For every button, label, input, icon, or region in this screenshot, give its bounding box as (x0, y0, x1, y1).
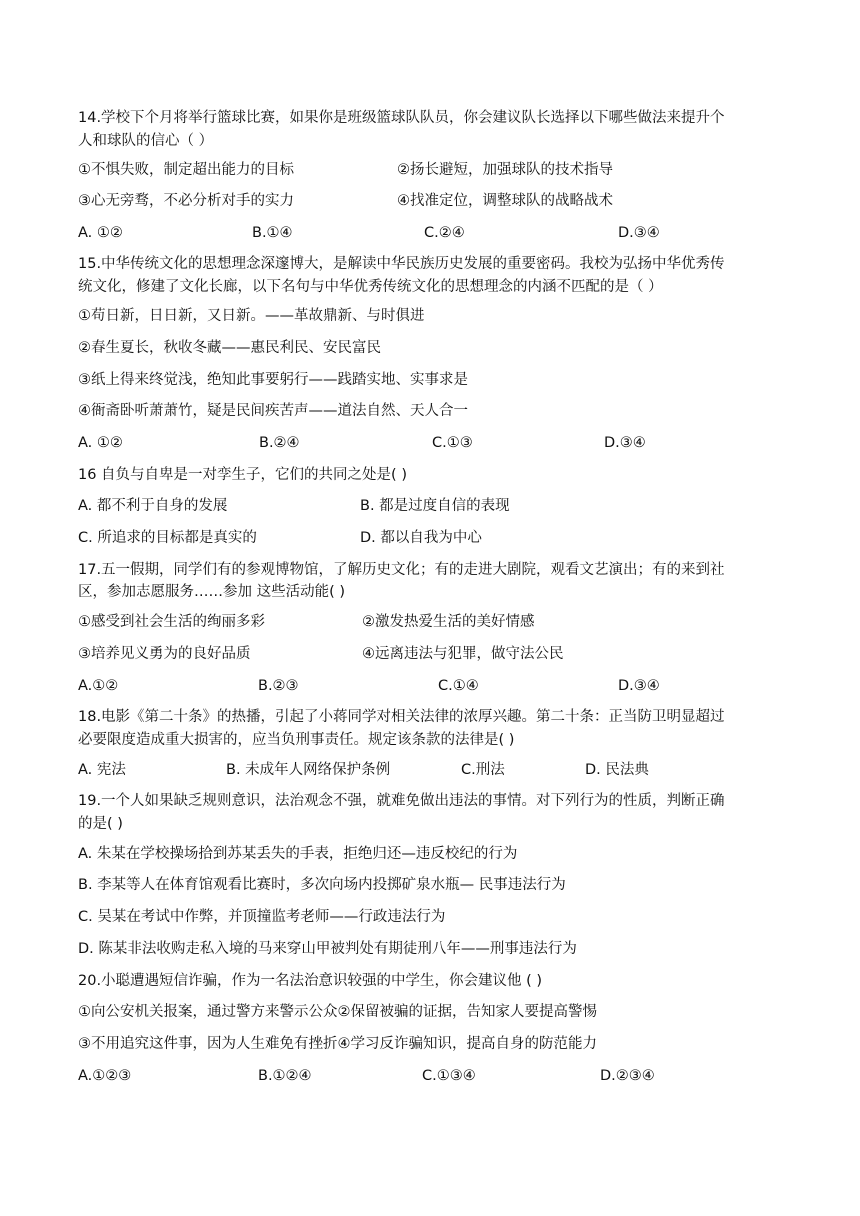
q18-stem-line-2: 必要限度造成重大损害的，应当负刑事责任。规定该条款的法律是( ) (78, 732, 515, 748)
q14-statement-4: ④找准定位，调整球队的战略战术 (397, 193, 613, 209)
q17-option-c: C.①④ (438, 678, 479, 694)
q15-option-b: B.②④ (259, 435, 300, 451)
q16-option-a: A. 都不利于自身的发展 (78, 498, 228, 514)
q19-option-d: D. 陈某非法收购走私入境的马来穿山甲被判处有期徒刑八年——刑事违法行为 (78, 941, 577, 957)
q20-option-d: D.②③④ (600, 1068, 655, 1084)
q14-option-b: B.①④ (252, 225, 293, 241)
q19-option-c: C. 吴某在考试中作弊，并顶撞监考老师——行政违法行为 (78, 909, 446, 925)
q20-statements-3-4: ③不用追究这件事，因为人生难免有挫折④学习反诈骗知识，提高自身的防范能力 (78, 1036, 597, 1052)
q20-option-c: C.①③④ (422, 1068, 476, 1084)
q15-option-c: C.①③ (432, 435, 473, 451)
q17-option-a: A.①② (78, 678, 119, 694)
q15-option-a: A. ①② (78, 435, 123, 451)
q15-statement-4: ④衙斋卧听萧萧竹，疑是民间疾苦声——道法自然、天人合一 (78, 403, 468, 419)
q20-statements-1-2: ①向公安机关报案，通过警方来警示公众②保留被骗的证据，告知家人要提高警惕 (78, 1004, 597, 1020)
q19-stem-line-1: 19.一个人如果缺乏规则意识，法治观念不强，就难免做出违法的事情。对下列行为的性质，判断正确 (78, 793, 725, 809)
q14-option-d: D.③④ (618, 225, 660, 241)
q14-option-c: C.②④ (424, 225, 465, 241)
q18-option-b: B. 未成年人网络保护条例 (226, 762, 391, 778)
q16-option-d: D. 都以自我为中心 (360, 530, 482, 546)
q19-option-b: B. 李某等人在体育馆观看比赛时，多次向场内投掷矿泉水瓶— 民事违法行为 (78, 877, 566, 893)
q14-stem-line-2: 人和球队的信心（ ） (78, 133, 214, 149)
q14-statement-1: ①不惧失败，制定超出能力的目标 (78, 162, 294, 178)
q15-statement-3: ③纸上得来终觉浅，绝知此事要躬行——践踏实地、实事求是 (78, 372, 468, 388)
q14-statement-2: ②扬长避短，加强球队的技术指导 (397, 162, 613, 178)
q15-statement-2: ②春生夏长，秋收冬藏——惠民利民、安民富民 (78, 340, 381, 356)
q16-option-c: C. 所追求的目标都是真实的 (78, 530, 257, 546)
q19-option-a: A. 朱某在学校操场拾到苏某丢失的手表，拒绝归还—违反校纪的行为 (78, 846, 518, 862)
q17-stem-line-1: 17.五一假期，同学们有的参观博物馆，了解历史文化；有的走进大剧院，观看文艺演出；有的来到社 (78, 562, 725, 578)
q14-statement-3: ③心无旁骛，不必分析对手的实力 (78, 193, 294, 209)
q15-stem-line-1: 15.中华传统文化的思想理念深邃博大，是解读中华民族历史发展的重要密码。我校为弘扬中华优秀传 (78, 256, 725, 272)
q17-option-b: B.②③ (258, 678, 299, 694)
q17-stem-line-2: 区，参加志愿服务……参加 这些活动能( ) (78, 584, 346, 600)
q15-statement-1: ①苟日新，日日新，又日新。——革故鼎新、与时俱进 (78, 308, 425, 324)
q17-statement-3: ③培养见义勇为的良好品质 (78, 646, 251, 662)
q16-option-b: B. 都是过度自信的表现 (360, 498, 510, 514)
q16-stem: 16 自负与自卑是一对孪生子，它们的共同之处是( ) (78, 467, 407, 483)
q18-option-a: A. 宪法 (78, 762, 126, 778)
q15-stem-line-2: 统文化，修建了文化长廊，以下名句与中华优秀传统文化的思想理念的内涵不匹配的是（ ） (78, 279, 663, 295)
q14-stem-line-1: 14.学校下个月将举行篮球比赛，如果你是班级篮球队队员，你会建议队长选择以下哪些做法来提升个 (78, 110, 725, 126)
q20-option-a: A.①②③ (78, 1068, 132, 1084)
q17-statement-4: ④远离违法与犯罪，做守法公民 (362, 646, 564, 662)
q17-statement-1: ①感受到社会生活的绚丽多彩 (78, 614, 265, 630)
q18-stem-line-1: 18.电影《第二十条》的热播，引起了小蒋同学对相关法律的浓厚兴趣。第二十条：正当防卫明显超过 (78, 709, 725, 725)
q14-option-a: A. ①② (78, 225, 123, 241)
q17-option-d: D.③④ (618, 678, 660, 694)
q15-option-d: D.③④ (604, 435, 646, 451)
q19-stem-line-2: 的是( ) (78, 816, 123, 832)
q17-statement-2: ②激发热爱生活的美好情感 (362, 614, 535, 630)
q18-option-d: D. 民法典 (585, 762, 649, 778)
q18-option-c: C.刑法 (461, 762, 505, 778)
q20-option-b: B.①②④ (258, 1068, 312, 1084)
q20-stem: 20.小聪遭遇短信诈骗，作为一名法治意识较强的中学生，你会建议他 ( ) (78, 973, 543, 989)
